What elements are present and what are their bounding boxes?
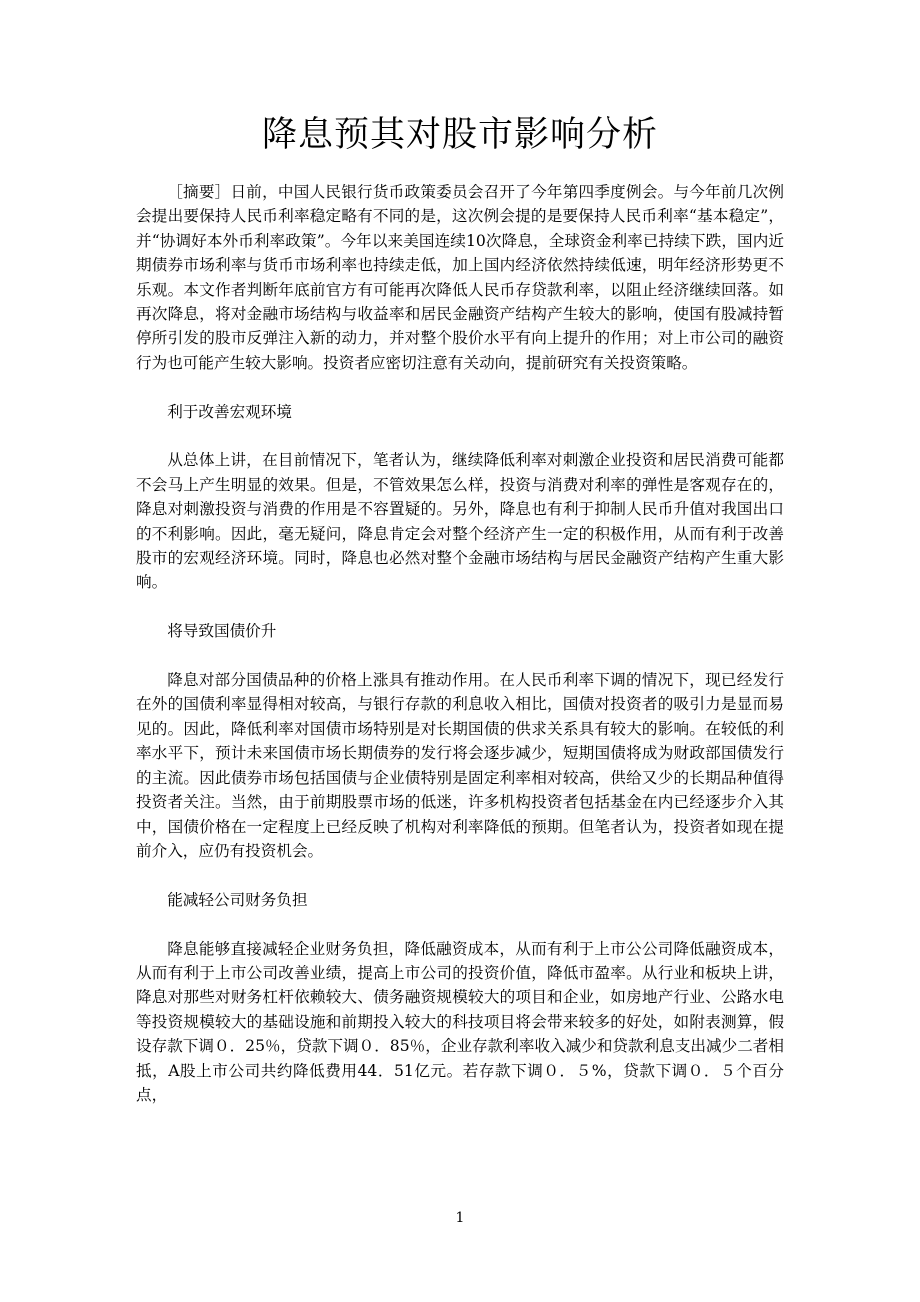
paragraph-spacer bbox=[136, 595, 784, 619]
section-heading-bond-prices: 将导致国债价升 bbox=[167, 622, 277, 641]
paragraph-spacer bbox=[136, 863, 784, 887]
paragraph-spacer bbox=[136, 424, 784, 448]
page-number: 1 bbox=[455, 1210, 465, 1226]
paragraph-spacer bbox=[136, 644, 784, 668]
section-paragraph-bond-prices: 降息对部分国债品种的价格上涨具有推动作用。在人民币利率下调的情况下，现已经发行在外的国债利率显得相对较高，与银行存款的利息收入相比，国债对投资者的吸引力是显而易见的。因此，降低利率对国债市场特别是对长期国债的供求关系具有较大的影响。在较低的利率水平下，预计未来国债市场长期债券的发行将会逐步减少，短期国债将成为财政部国债发行的主流。因此债券市场包括国债与企业债特别是固定利率相对较高，供给又少的长期品种值得投资者关注。当然，由于前期股票市场的低迷，许多机构投资者包括基金在内已经逐步介入其中，国债价格在一定程度上已经反映了机构对利率降低的预期。但笔者认为，投资者如现在提前介入，应仍有投资机会。 bbox=[136, 671, 784, 860]
section-paragraph-macro-environment: 从总体上讲，在目前情况下，笔者认为，继续降低利率对刺激企业投资和居民消费可能都不会马上产生明显的效果。但是，不管效果怎么样，投资与消费对利率的弹性是客观存在的，降息对刺激投资与消费的作用是不容置疑的。另外，降息也有利于抑制人民币升值对我国出口的不利影响。因此，毫无疑问，降息肯定会对整个经济产生一定的积极作用，从而有利于改善股市的宏观经济环境。同时，降息也必然对整个金融市场结构与居民金融资产结构产生重大影响。 bbox=[136, 451, 784, 592]
document-title: 降息预其对股市影响分析 bbox=[261, 115, 658, 155]
section-paragraph-financial-burden: 降息能够直接减轻企业财务负担，降低融资成本，从而有利于上市公公司降低融资成本，从而有利于上市公司改善业绩，提高上市公司的投资价值，降低市盈率。从行业和板块上讲，降息对那些对财务杠杆依赖较大、债务融资规模较大的项目和企业，如房地产行业、公路水电等投资规模较大的基础设施和前期投入较大的科技项目将会带来较多的好处，如附表测算，假设存款下调０．25％，贷款下调０．85％，企业存款利率收入减少和贷款利息支出减少二者相抵，A股上市公司共约降低费用44．51亿元。若存款下调０．５%，贷款下调０．５个百分点， bbox=[136, 939, 784, 1104]
paragraph-spacer bbox=[136, 375, 784, 399]
paragraph-spacer bbox=[136, 912, 784, 936]
abstract-paragraph: ［摘要］日前，中国人民银行货币政策委员会召开了今年第四季度例会。与今年前几次例会提出要保持人民币利率稳定略有不同的是，这次例会提的是要保持人民币利率“基本稳定”，并“协调好本外币利率政策”。今年以来美国连续10次降息，全球资金利率已持续下跌，国内近期债券市场利率与货币市场利率也持续走低，加上国内经济依然持续低速，明年经济形势更不乐观。本文作者判断年底前官方有可能再次降低人民币存贷款利率，以阻止经济继续回落。如再次降息，将对金融市场结构与收益率和居民金融资产结构产生较大的影响，使国有股减持暂停所引发的股市反弹注入新的动力，并对整个股价水平有向上提升的作用；对上市公司的融资行为也可能产生较大影响。投资者应密切注意有关动向，提前研究有关投资策略。 bbox=[136, 183, 784, 372]
section-heading-financial-burden: 能减轻公司财务负担 bbox=[167, 890, 308, 909]
section-heading-macro-environment: 利于改善宏观环境 bbox=[167, 402, 292, 421]
document-body bbox=[136, 180, 784, 1107]
